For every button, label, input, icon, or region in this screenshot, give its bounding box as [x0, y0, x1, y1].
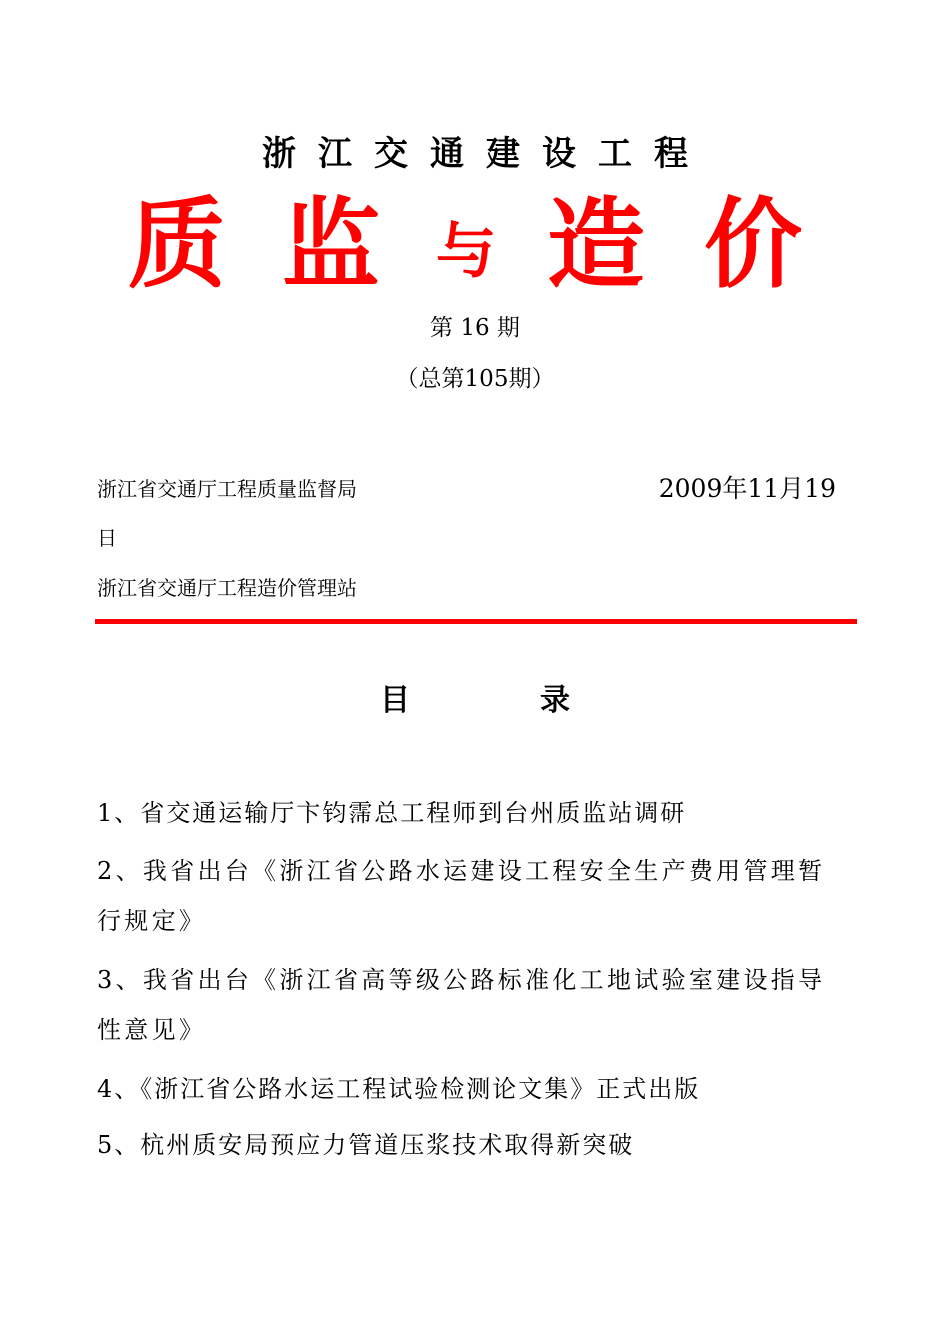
- toc-title: 目录: [380, 683, 700, 718]
- title-char-3: 与: [436, 217, 496, 287]
- total-issue-number: （总第105期）: [395, 366, 555, 392]
- publish-date-day: 日: [97, 526, 117, 550]
- publisher-org-1: 浙江省交通厅工程质量监督局: [97, 477, 357, 501]
- issue-number: 第 16 期: [430, 315, 520, 341]
- title-char-4: 造: [547, 188, 646, 302]
- toc-item: 1、省交通运输厅卞钧霈总工程师到台州质监站调研: [97, 799, 687, 827]
- toc-item: 3、我省出台《浙江省高等级公路标准化工地试验室建设指导性意见》: [97, 966, 826, 1044]
- title-char-1: 质: [128, 188, 227, 302]
- toc-item: 4、《浙江省公路水运工程试验检测论文集》正式出版: [97, 1075, 701, 1103]
- title-char-5: 价: [704, 188, 803, 302]
- publication-supertitle: 浙江交通建设工程: [262, 134, 710, 174]
- title-char-2: 监: [282, 188, 381, 302]
- publisher-org-2: 浙江省交通厅工程造价管理站: [97, 576, 357, 600]
- toc-item: 5、杭州质安局预应力管道压浆技术取得新突破: [97, 1131, 635, 1159]
- publish-date: 2009年11月19: [658, 474, 836, 503]
- toc-item: 2、我省出台《浙江省公路水运建设工程安全生产费用管理暂行规定》: [97, 857, 826, 935]
- header-divider: [95, 619, 857, 624]
